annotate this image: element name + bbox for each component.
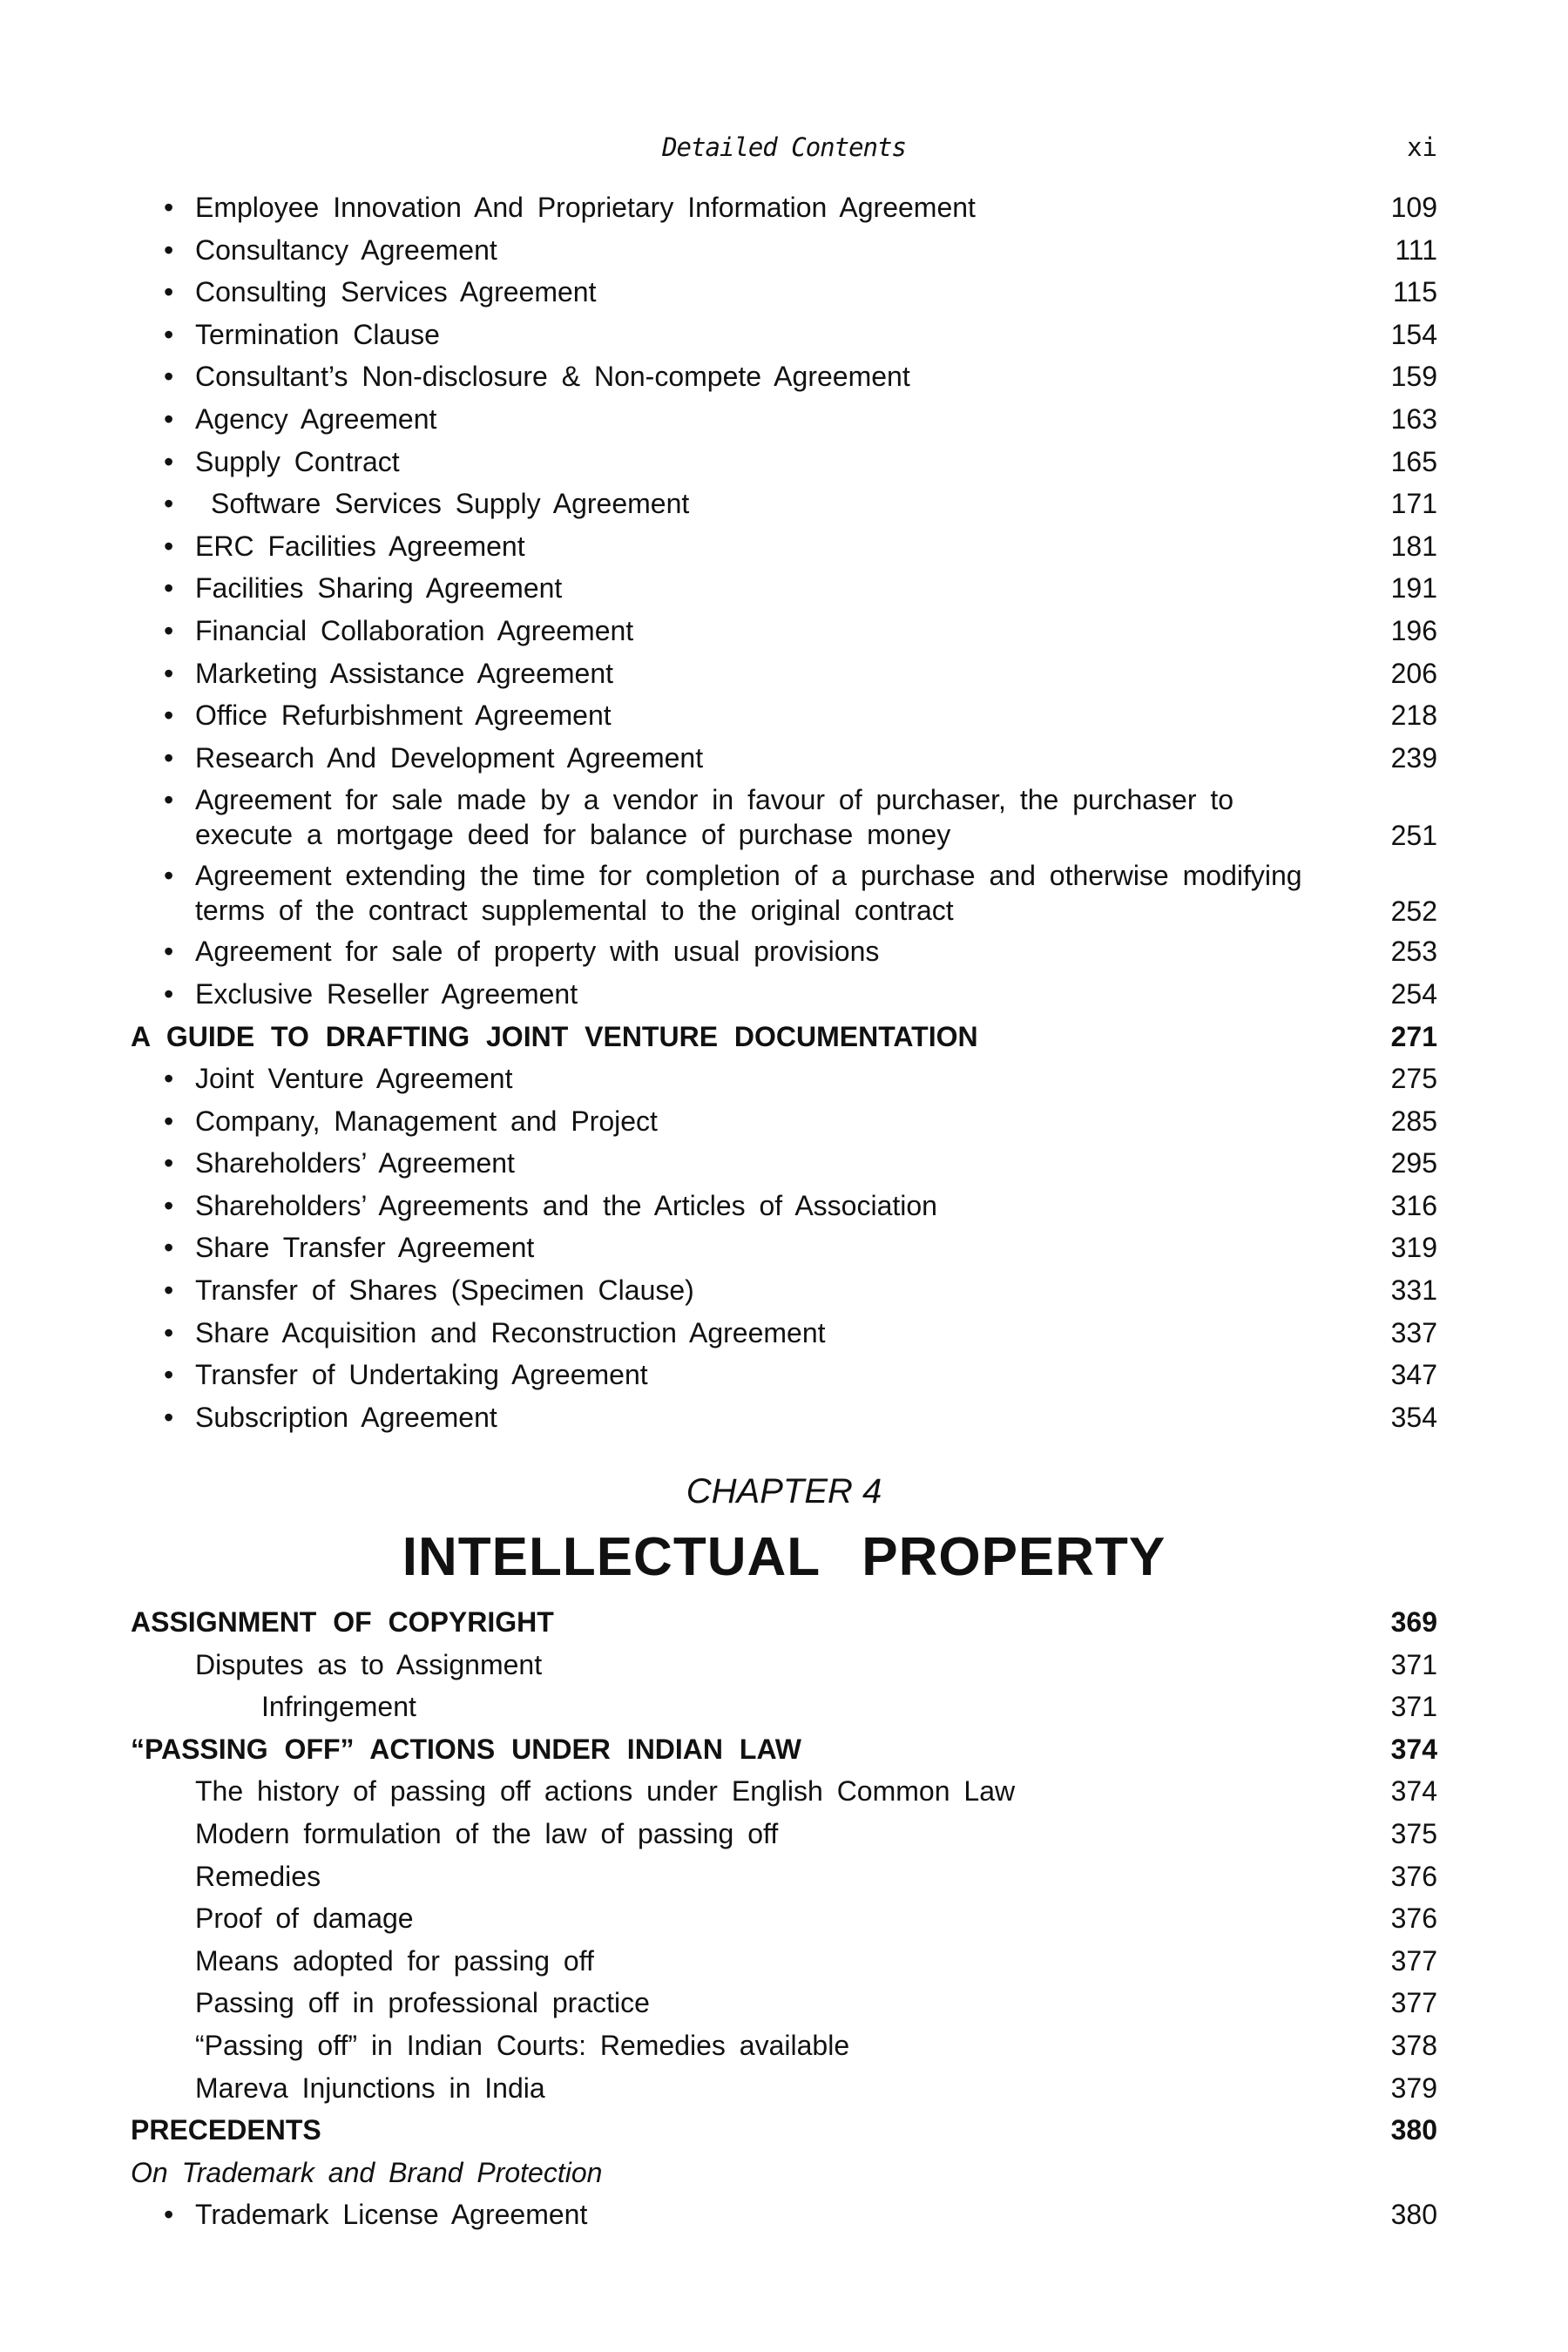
bullet-marker: • [164,1316,174,1348]
header-title: Detailed Contents [662,132,906,162]
entry-page-number: 378 [1390,2029,1437,2061]
bullet-marker: • [164,276,174,308]
entry-title: The history of passing off actions under English Common Law [195,1775,1016,1808]
contents-entry [131,314,1437,356]
entry-title: Office Refurbishment Agreement [195,700,612,732]
contents-entry [131,1813,1437,1855]
entry-title: Remedies [195,1860,321,1892]
entry-page-number: 374 [1390,1733,1437,1765]
entry-title: Marketing Assistance Agreement [195,657,614,689]
bullet-marker: • [164,860,174,892]
contents-entry [131,398,1437,441]
entry-page-number: 374 [1390,1775,1437,1808]
entry-page-number: 253 [1390,936,1437,968]
bullet-marker: • [164,700,174,732]
bullet-marker: • [164,784,174,816]
entry-title: Joint Venture Agreement [195,1063,513,1095]
entry-page-number: 275 [1390,1063,1437,1095]
entry-title: Transfer of Undertaking Agreement [195,1359,648,1391]
contents-entry [131,1312,1437,1355]
bullet-marker: • [164,2199,174,2231]
contents-entry [131,1058,1437,1100]
bullet-marker: • [164,1232,174,1264]
entry-title: ERC Facilities Agreement [195,530,525,562]
entry-page-number: 109 [1390,192,1437,223]
contents-entry [131,1396,1437,1439]
contents-entry [131,483,1437,525]
entry-page-number: 251 [1390,820,1437,852]
entry-page-number: 171 [1390,488,1437,520]
entry-page-number: 380 [1390,2199,1437,2231]
entry-page-number: 271 [1390,1020,1437,1052]
bullet-marker: • [164,936,174,968]
bullet-marker: • [164,741,174,774]
contents-entry [131,1227,1437,1269]
entry-title: Mareva Injunctions in India [195,2072,545,2104]
section-heading [131,1728,1437,1771]
running-header [131,129,1437,169]
contents-entry [131,1354,1437,1396]
contents-entry [131,610,1437,652]
contents-entry [131,229,1437,272]
bullet-marker: • [164,1274,174,1307]
entry-title: Termination Clause [195,318,440,350]
entry-page-number: 115 [1392,276,1437,308]
entry-title: Employee Innovation And Proprietary Information Agreement [195,192,976,223]
entry-title: Proof of damage [195,1903,414,1935]
contents-entry [131,2193,1437,2236]
contents-entry [131,1644,1437,1686]
section-heading [131,1601,1437,1644]
contents-entry [131,1897,1437,1940]
contents-entry [131,1142,1437,1185]
contents-entry [131,2024,1437,2067]
entry-title: On Trademark and Brand Protection [131,2156,603,2188]
contents-entry [131,271,1437,314]
chapter-title: INTELLECTUAL PROPERTY [402,1527,1166,1587]
entry-title: Agreement extending the time for completion of a purchase and otherwise modifying terms of the contract supplemental to the original contract [195,860,1302,927]
entry-page-number: 377 [1390,1944,1437,1977]
bullet-marker: • [164,530,174,562]
chapter-label: CHAPTER 4 [686,1472,882,1511]
contents-entry [131,930,1437,973]
contents-entry [131,355,1437,398]
entry-page-number: 254 [1390,977,1437,1010]
bullet-marker: • [164,614,174,646]
contents-entry [131,441,1437,483]
entry-page-number: 159 [1390,361,1437,393]
entry-title: Facilities Sharing Agreement [195,572,563,605]
entry-title: Consultancy Agreement [195,233,497,266]
contents-entry [131,1940,1437,1983]
entry-page-number: 354 [1390,1401,1437,1433]
entry-page-number: 206 [1390,657,1437,689]
bullet-marker: • [164,1189,174,1221]
entry-title: Exclusive Reseller Agreement [195,977,578,1010]
contents-entry [131,694,1437,737]
entry-page-number: 377 [1390,1987,1437,2019]
bullet-marker: • [164,1105,174,1137]
bullet-marker: • [164,192,174,223]
contents-list-section-1 [131,186,1437,1438]
entry-title: PRECEDENTS [131,2114,321,2146]
entry-page-number: 154 [1390,318,1437,350]
contents-entry [131,855,1437,930]
bullet-marker: • [164,1147,174,1179]
entry-page-number: 218 [1390,700,1437,732]
entry-title: Supply Contract [195,445,400,477]
entry-title: Research And Development Agreement [195,741,704,774]
entry-page-number: 165 [1390,445,1437,477]
contents-entry [131,779,1437,855]
entry-title: Agreement for sale made by a vendor in favour of purchaser, the purchaser to execute a mortgage deed for balance of purchase money [195,784,1234,851]
contents-entry [131,186,1437,229]
entry-page-number: 371 [1390,1691,1437,1723]
entry-title: Trademark License Agreement [195,2199,588,2231]
entry-title: A GUIDE TO DRAFTING JOINT VENTURE DOCUMENTATION [131,1020,978,1052]
bullet-marker: • [164,657,174,689]
entry-title: Financial Collaboration Agreement [195,614,634,646]
entry-page-number: 252 [1390,896,1437,928]
entry-page-number: 375 [1390,1817,1437,1849]
bullet-marker: • [164,402,174,435]
bullet-marker: • [164,1359,174,1391]
entry-page-number: 285 [1390,1105,1437,1137]
bullet-marker: • [164,572,174,605]
entry-page-number: 239 [1390,741,1437,774]
entry-page-number: 331 [1390,1274,1437,1307]
entry-title: Consultant’s Non-disclosure & Non-compete Agreement [195,361,910,393]
contents-entry [131,1982,1437,2024]
entry-page-number: 369 [1390,1606,1437,1638]
contents-entry [131,567,1437,610]
entry-title: Consulting Services Agreement [195,276,597,308]
entry-page-number: 380 [1390,2114,1437,2146]
contents-entry [131,1855,1437,1898]
entry-page-number: 379 [1390,2072,1437,2104]
entry-title: Company, Management and Project [195,1105,658,1137]
entry-page-number: 316 [1390,1189,1437,1221]
header-page-number: xi [1407,132,1437,162]
entry-title: Passing off in professional practice [195,1987,650,2019]
entry-title: ASSIGNMENT OF COPYRIGHT [131,1606,554,1638]
entry-page-number: 337 [1390,1316,1437,1348]
entry-page-number: 191 [1390,572,1437,605]
subsection-caption [131,2152,1437,2194]
entry-title: Agreement for sale of property with usual provisions [195,936,880,968]
entry-title: Share Transfer Agreement [195,1232,535,1264]
bullet-marker: • [164,1401,174,1433]
bullet-marker: • [164,977,174,1010]
entry-title: Subscription Agreement [195,1401,497,1433]
entry-title: Transfer of Shares (Specimen Clause) [195,1274,694,1307]
bullet-marker: • [164,233,174,266]
entry-title: Shareholders’ Agreement [195,1147,515,1179]
entry-title: Share Acquisition and Reconstruction Agreement [195,1316,826,1348]
entry-title: Means adopted for passing off [195,1944,594,1977]
contents-list-section-2 [131,1601,1437,2236]
entry-page-number: 111 [1395,233,1437,266]
entry-title: “Passing off” in Indian Courts: Remedies available [195,2029,850,2061]
entry-page-number: 295 [1390,1147,1437,1179]
contents-entry [131,652,1437,695]
section-heading [131,1016,1437,1058]
contents-entry [131,1770,1437,1813]
contents-subentry [131,1686,1437,1728]
entry-page-number: 196 [1390,614,1437,646]
entry-title: “PASSING OFF” ACTIONS UNDER INDIAN LAW [131,1733,801,1765]
section-heading [131,2109,1437,2152]
contents-entry [131,1100,1437,1143]
entry-page-number: 163 [1390,402,1437,435]
entry-title: Software Services Supply Agreement [211,488,690,520]
contents-entry [131,1185,1437,1227]
entry-title: Agency Agreement [195,402,437,435]
entry-page-number: 347 [1390,1359,1437,1391]
bullet-marker: • [164,361,174,393]
entry-page-number: 371 [1390,1648,1437,1680]
entry-title: Modern formulation of the law of passing off [195,1817,779,1849]
entry-title: Shareholders’ Agreements and the Articles of Association [195,1189,937,1221]
entry-page-number: 376 [1390,1860,1437,1892]
entry-page-number: 376 [1390,1903,1437,1935]
contents-entry [131,973,1437,1016]
bullet-marker: • [164,488,174,520]
entry-page-number: 319 [1390,1232,1437,1264]
contents-entry [131,737,1437,780]
entry-page-number: 181 [1390,530,1437,562]
contents-entry [131,525,1437,568]
entry-title: Disputes as to Assignment [195,1648,543,1680]
contents-entry [131,1269,1437,1312]
bullet-marker: • [164,318,174,350]
contents-entry [131,2067,1437,2110]
entry-title: Infringement [261,1691,416,1723]
bullet-marker: • [164,1063,174,1095]
bullet-marker: • [164,445,174,477]
